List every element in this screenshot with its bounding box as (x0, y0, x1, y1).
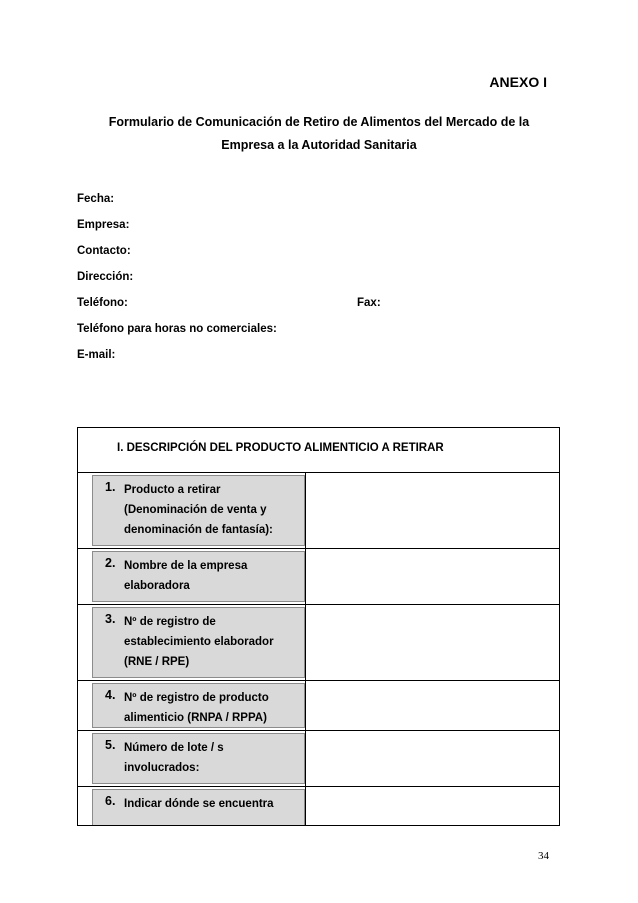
field-direccion: Dirección: (77, 271, 134, 283)
table-row (78, 731, 559, 787)
row-number: 2. (105, 556, 116, 570)
table-row (78, 549, 559, 605)
row-label-cell (92, 789, 305, 826)
field-telefono-horas: Teléfono para horas no comerciales: (77, 323, 277, 335)
annex-heading: ANEXO I (489, 74, 547, 90)
row-number: 1. (105, 480, 116, 494)
row-value-cell[interactable] (305, 473, 559, 548)
row-label: Producto a retirar (Denominación de venta y denominación de fantasía): (124, 484, 273, 536)
section-title: I. DESCRIPCIÓN DEL PRODUCTO ALIMENTICIO A RETIRAR (117, 442, 444, 454)
field-contacto: Contacto: (77, 245, 131, 257)
row-label-cell (92, 607, 305, 678)
row-label: Nº de registro de establecimiento elaborador (RNE / RPE) (124, 616, 274, 668)
form-title (80, 111, 558, 157)
row-label-cell (92, 683, 305, 728)
row-value-cell[interactable] (305, 787, 559, 826)
product-description-table (77, 427, 560, 826)
page-number: 34 (538, 850, 549, 862)
field-fax: Fax: (357, 297, 381, 309)
row-value-cell[interactable] (305, 731, 559, 786)
field-telefono: Teléfono: (77, 297, 128, 309)
row-label-cell (92, 475, 305, 546)
row-number: 4. (105, 688, 116, 702)
field-empresa: Empresa: (77, 219, 130, 231)
form-title-line-2: Empresa a la Autoridad Sanitaria (221, 138, 417, 152)
row-value-cell[interactable] (305, 549, 559, 604)
row-label-cell (92, 551, 305, 602)
row-number: 5. (105, 738, 116, 752)
row-label-cell (92, 733, 305, 784)
row-label: Indicar dónde se encuentra (124, 798, 274, 810)
row-value-cell[interactable] (305, 681, 559, 730)
row-number: 3. (105, 612, 116, 626)
row-label: Nombre de la empresa elaboradora (124, 560, 248, 592)
table-row (78, 473, 559, 549)
row-number: 6. (105, 794, 116, 808)
row-value-cell[interactable] (305, 605, 559, 680)
field-fecha: Fecha: (77, 193, 115, 205)
section-header (78, 428, 559, 473)
field-email: E-mail: (77, 349, 116, 361)
row-label: Nº de registro de producto alimenticio (RNPA / RPPA) (124, 692, 269, 724)
row-label: Número de lote / s involucrados: (124, 742, 224, 774)
form-title-line-1: Formulario de Comunicación de Retiro de Alimentos del Mercado de la (108, 115, 530, 129)
table-row (78, 605, 559, 681)
table-row (78, 787, 559, 826)
table-row (78, 681, 559, 731)
